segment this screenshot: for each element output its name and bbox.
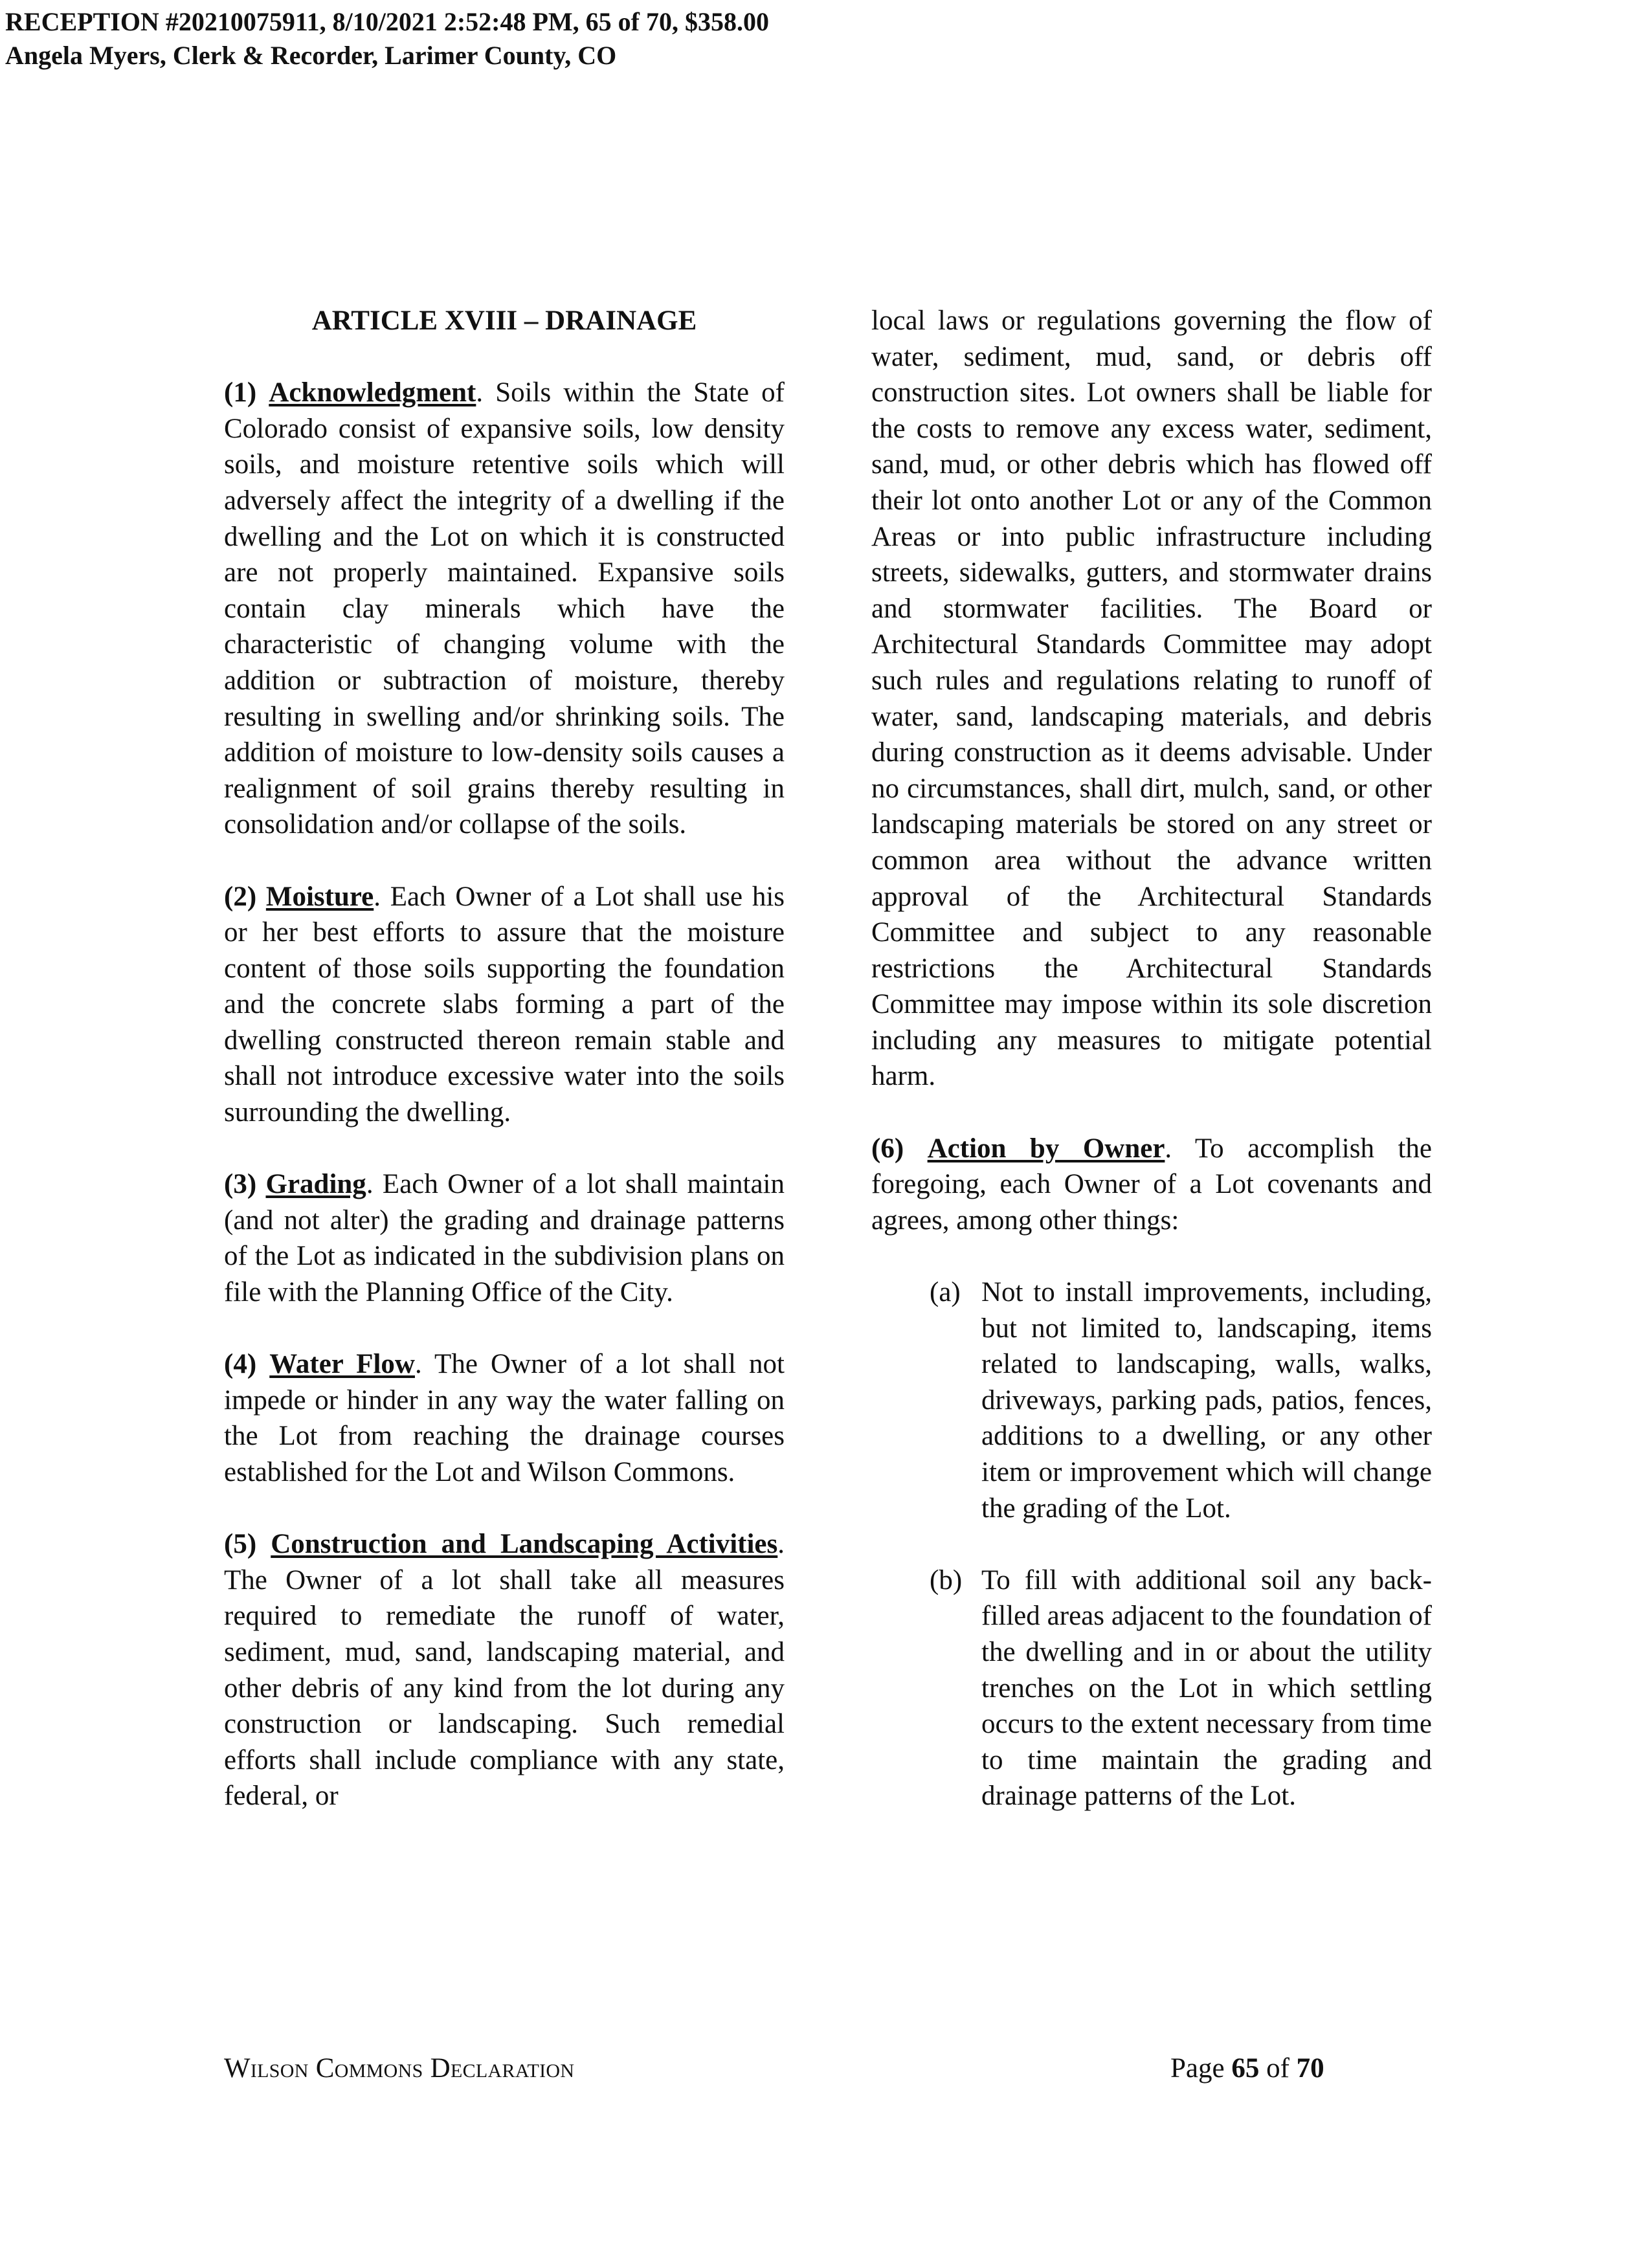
article-title: ARTICLE XVIII – DRAINAGE [311,306,697,336]
section-4-number: (4) [224,1349,257,1380]
section-5-heading: Construction and Landscaping Activities [271,1529,778,1560]
section-3: (3) Grading. Each Owner of a lot shall maintain (and not alter) the grading and drainage patterns of the Lot as indicated in the subdivision plans on file with the Planning Office of the City. [224,1169,785,1308]
section-2-text: Each Owner of a Lot shall use his or her best efforts to assure that the moisture content of those soils supporting the foundation and the concrete slabs forming a part of the dwelling constructed thereon remain stable and shall not introduce excessive water into the soils surrounding the dwelling. [224,881,785,1128]
section-3-heading: Grading [265,1169,366,1200]
section-3-text: Each Owner of a lot shall maintain (and not alter) the grading and drainage patterns of the Lot as indicated in the subdivision plans on file with the Planning Office of the City. [224,1169,785,1308]
recorder-line: Angela Myers, Clerk & Recorder, Larimer County, CO [5,41,617,70]
section-1-text: Soils within the State of Colorado consist of expansive soils, low density soils, and moisture retentive soils which will adversely affect the integrity of a dwelling if the dwelling and the Lot on which it is constructed are not properly maintained. Expansive soils contain clay minerals which have the characteristic of changing volume with the addition or subtraction of moisture, thereby resulting in swelling and/or shrinking soils. The addition of moisture to low-density soils causes a realignment of soil grains thereby resulting in consolidation and/or collapse of the soils. [224,377,785,840]
section-1-heading: Acknowledgment [269,377,476,408]
left-column [224,303,785,1814]
item-b-text: To fill with additional soil any back-filled areas adjacent to the foundation of the dwelling and in or about the utility trenches on the Lot in which settling occurs to the extent necessary from time to time maintain the grading and drainage patterns of the Lot. [981,1564,1432,1812]
section-6-text: To accomplish the foregoing, each Owner of a Lot covenants and agrees, among other things: [871,1133,1432,1236]
section-6-item-a [930,1274,1432,1526]
item-a-label: (a) [930,1277,961,1308]
recording-stamp [5,5,769,72]
section-6-number: (6) [871,1133,904,1164]
section-4-text: The Owner of a lot shall not impede or hinder in any way the water falling on the Lot from reaching the drainage courses established for the Lot and Wilson Commons. [224,1349,785,1487]
section-4: (4) Water Flow. The Owner of a lot shall not impede or hinder in any way the water falling on the Lot from reaching the drainage courses established for the Lot and Wilson Commons. [224,1349,785,1487]
section-6: (6) Action by Owner. To accomplish the foregoing, each Owner of a Lot covenants and agrees, among other things: [871,1133,1432,1236]
section-5-number: (5) [224,1529,257,1560]
page-current: 65 [1231,2053,1260,2084]
item-a-text: Not to install improvements, including, but not limited to, landscaping, items related to landscaping, walls, walks, driveways, parking pads, patios, fences, additions to a dwelling, or any other item or improvement which will change the grading of the Lot. [981,1277,1432,1524]
section-5-text-left: The Owner of a lot shall take all measures required to remediate the runoff of water, sediment, mud, sand, landscaping material, and other debris of any kind from the lot during any construction or landscaping. Such remedial efforts shall include compliance with any state, federal, or [224,1564,785,1812]
section-6-item-b [930,1562,1432,1814]
section-5-continued [871,303,1432,1095]
section-1-number: (1) [224,377,257,408]
item-b-label: (b) [930,1564,963,1596]
page-prefix: Page [1170,2053,1225,2084]
section-5: (5) Construction and Landscaping Activities. The Owner of a lot shall take all measures required to remediate the runoff of water, sediment, mud, sand, landscaping material, and other debris of any kind from the lot during any construction or landscaping. Such remedial efforts shall include compliance with any state, federal, or [224,1529,785,1812]
page-of: of [1266,2053,1289,2084]
section-5-text-right: local laws or regulations governing the flow of water, sediment, mud, sand, or debris off construction sites. Lot owners shall be liable for the costs to remove any excess water, sediment, sand, mud, or other debris which has flowed off their lot onto another Lot or any of the Common Areas or into public infrastructure including streets, sidewalks, gutters, and stormwater drains and stormwater facilities. The Board or Architectural Standards Committee may adopt such rules and regulations relating to runoff of water, sand, landscaping materials, and debris during construction as it deems advisable. Under no circumstances, shall dirt, mulch, sand, or other landscaping materials be stored on any street or common area without the advance written approval of the Architectural Standards Committee and subject to any reasonable restrictions the Architectural Standards Committee may impose within its sole discretion including any measures to mitigate potential harm. [871,306,1432,1092]
section-3-number: (3) [224,1169,257,1200]
section-6-heading: Action by Owner [927,1133,1165,1164]
footer-doc-title: Wilson Commons Declaration [224,2053,575,2084]
section-2-number: (2) [224,881,257,912]
section-2: (2) Moisture. Each Owner of a Lot shall use his or her best efforts to assure that the moisture content of those soils supporting the foundation and the concrete slabs forming a part of the dwelling constructed thereon remain stable and shall not introduce excessive water into the soils surrounding the dwelling. [224,881,785,1128]
section-4-heading: Water Flow [269,1349,415,1380]
reception-line: RECEPTION #20210075911, 8/10/2021 2:52:48 PM, 65 of 70, $358.00 [5,7,769,36]
right-column [871,303,1432,1851]
footer-page-number [1170,2051,1324,2087]
section-1: (1) Acknowledgment. Soils within the State of Colorado consist of expansive soils, low density soils, and moisture retentive soils which will adversely affect the integrity of a dwelling if the dwelling and the Lot on which it is constructed are not properly maintained. Expansive soils contain clay minerals which have the characteristic of changing volume with the addition or subtraction of moisture, thereby resulting in swelling and/or shrinking soils. The addition of moisture to low-density soils causes a realignment of soil grains thereby resulting in consolidation and/or collapse of the soils. [224,377,785,840]
page-total: 70 [1296,2053,1324,2084]
section-2-heading: Moisture [265,881,374,912]
